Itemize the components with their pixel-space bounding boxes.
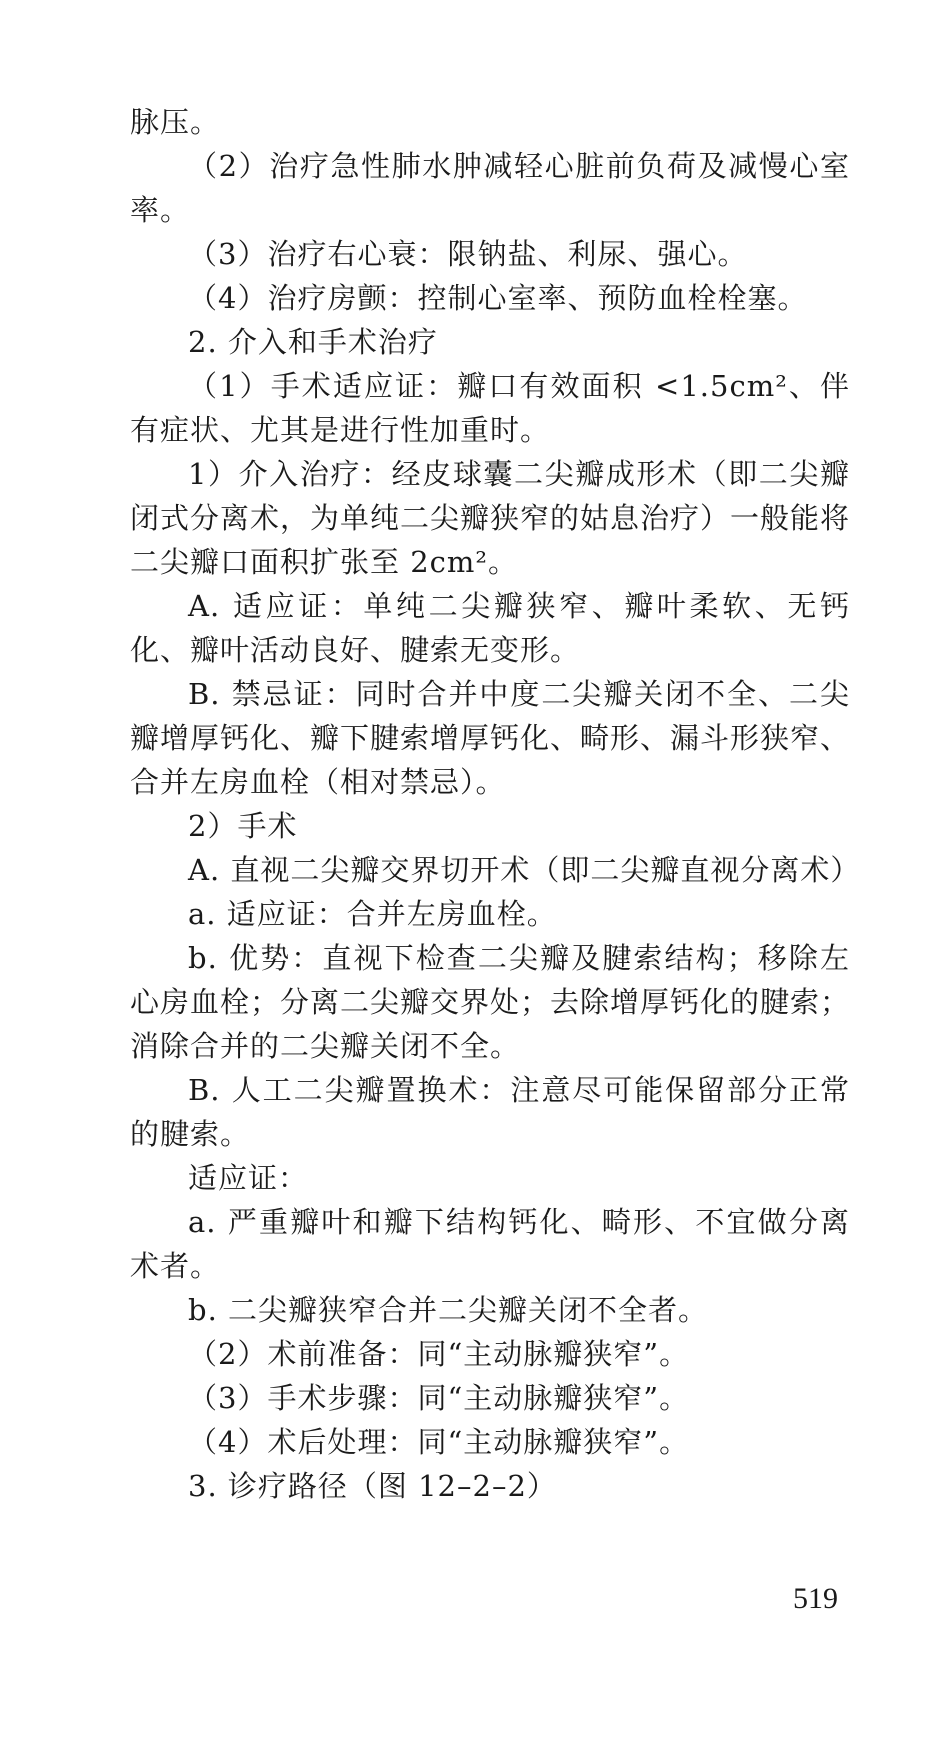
paragraph-2: （3）治疗右心衰：限钠盐、利尿、强心。 [188,237,748,271]
paragraph-15: a. 严重瓣叶和瓣下结构钙化、畸形、不宜做分离术者。 [130,1205,850,1283]
page-number: 519 [793,1582,838,1615]
paragraph-12: b. 优势：直视下检查二尖瓣及腱索结构；移除左心房血栓；分离二尖瓣交界处；去除增厚钙化的腱索；消除合并的二尖瓣关闭不全。 [130,941,851,1063]
section-heading-pathway: 3. 诊疗路径（图 12–2–2） [188,1469,557,1503]
paragraph-10: A. 直视二尖瓣交界切开术（即二尖瓣直视分离术） [188,853,861,887]
paragraph-14: 适应证： [188,1161,309,1195]
paragraph-0: 脉压。 [130,105,221,139]
paragraph-9: 2）手术 [188,809,298,843]
paragraph-17: （2）术前准备：同“主动脉瓣狭窄”。 [188,1337,690,1371]
paragraph-11: a. 适应证：合并左房血栓。 [188,897,557,931]
paragraph-1: （2）治疗急性肺水肿减轻心脏前负荷及减慢心室率。 [130,149,850,227]
paragraph-18: （3）手术步骤：同“主动脉瓣狭窄”。 [188,1381,690,1415]
paragraph-7: A. 适应证：单纯二尖瓣狭窄、瓣叶柔软、无钙化、瓣叶活动良好、腱索无变形。 [130,589,850,667]
paragraph-5: （1）手术适应证：瓣口有效面积 <1.5cm²、伴有症状、尤其是进行性加重时。 [130,369,850,447]
paragraph-3: （4）治疗房颤：控制心室率、预防血栓栓塞。 [188,281,808,315]
paragraph-6: 1）介入治疗：经皮球囊二尖瓣成形术（即二尖瓣闭式分离术，为单纯二尖瓣狭窄的姑息治疗）一般能将二尖瓣口面积扩张至 2cm²。 [130,457,851,579]
paragraph-8: B. 禁忌证：同时合并中度二尖瓣关闭不全、二尖瓣增厚钙化、瓣下腱索增厚钙化、畸形、漏斗形狭窄、合并左房血栓（相对禁忌）。 [130,677,851,799]
paragraph-16: b. 二尖瓣狭窄合并二尖瓣关闭不全者。 [188,1293,709,1327]
body-text [130,100,861,1508]
paragraph-13: B. 人工二尖瓣置换术：注意尽可能保留部分正常的腱索。 [130,1073,850,1151]
section-heading-intervention: 2. 介入和手术治疗 [188,325,438,359]
paragraph-19: （4）术后处理：同“主动脉瓣狭窄”。 [188,1425,690,1459]
